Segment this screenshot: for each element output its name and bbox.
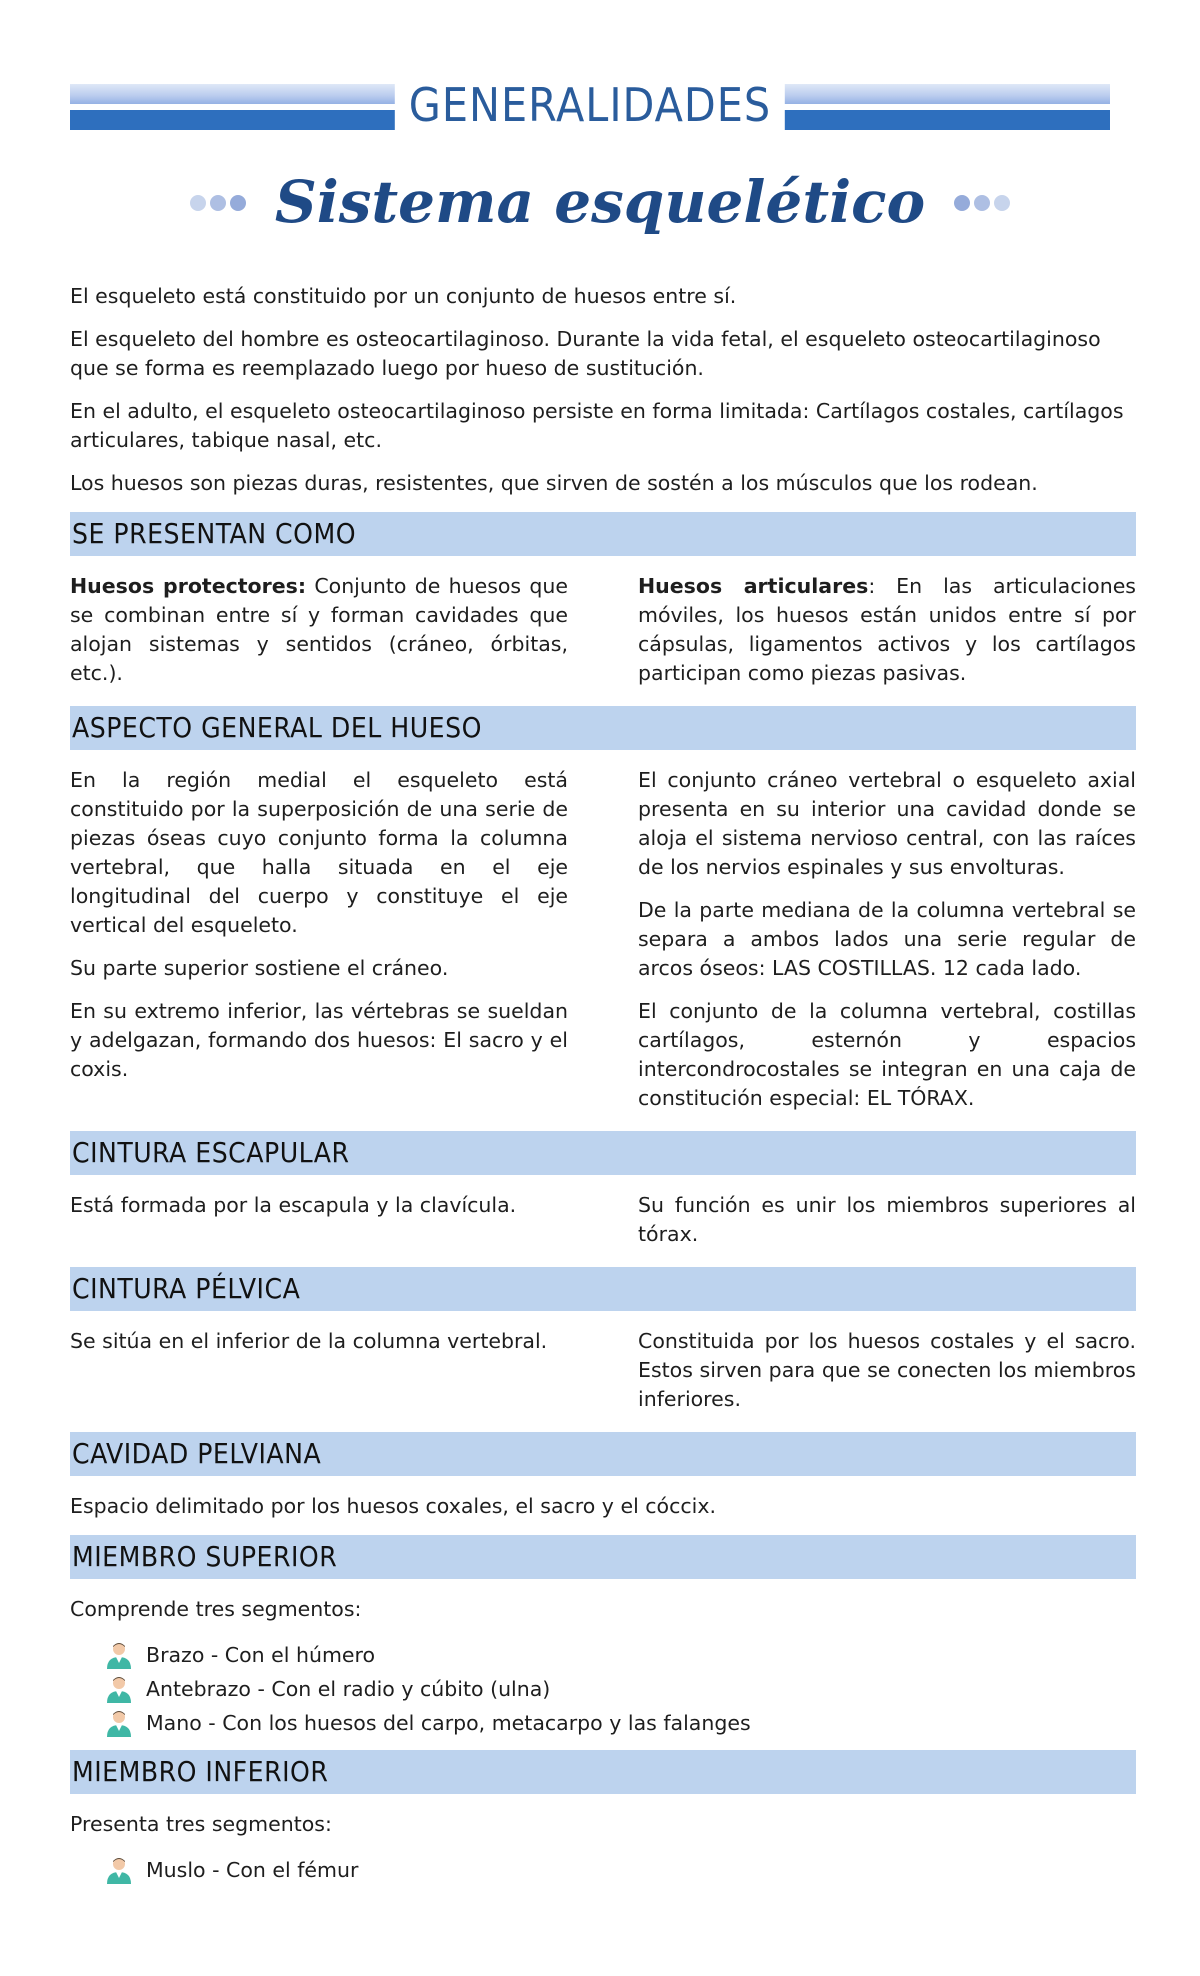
intro-paragraph: El esqueleto del hombre es osteocartilaginoso. Durante la vida fetal, el esqueleto osteocartilaginoso que se forma es reemplazado luego por hueso de sustitución.: [70, 327, 1101, 380]
doctor-icon: [104, 1856, 134, 1884]
intro-paragraph: Los huesos son piezas duras, resistentes, que sirven de sostén a los músculos que los rodean.: [70, 471, 1038, 495]
segment-list: [104, 1638, 1136, 1740]
main-content: [70, 282, 1136, 1897]
paragraph: [638, 572, 1136, 688]
column-right: [638, 572, 1136, 702]
paragraph: Está formada por la escapula y la clavícula.: [70, 1193, 517, 1217]
list-item: [104, 1672, 1136, 1706]
list-item-label: Brazo - Con el húmero: [146, 1643, 376, 1667]
paragraph: Su parte superior sostiene el cráneo.: [70, 956, 449, 980]
section-heading: CINTURA PÉLVICA: [70, 1267, 1136, 1311]
doctor-icon: [104, 1641, 134, 1669]
page-title: Sistema esquelético: [274, 168, 926, 236]
two-column: [70, 766, 1136, 1127]
paragraph: [70, 572, 568, 688]
section-heading: ASPECTO GENERAL DEL HUESO: [70, 706, 1136, 750]
list-item-label: Muslo - Con el fémur: [146, 1858, 359, 1882]
two-column: [70, 572, 1136, 702]
two-column: [70, 1327, 1136, 1428]
paragraph: Comprende tres segmentos:: [70, 1597, 362, 1621]
term-definition: Conjunto de huesos que se combinan entre sí y forman cavidades que alojan sistemas y sentidos (cráneo, órbitas, etc.).: [70, 574, 568, 685]
column-right: [638, 1327, 1136, 1428]
column-right: [638, 1191, 1136, 1263]
section-heading: CINTURA ESCAPULAR: [70, 1131, 1136, 1175]
two-column: [70, 1191, 1136, 1263]
bold-term: Huesos articulares: [638, 574, 869, 598]
column-left: [70, 1191, 568, 1263]
bold-term: Huesos protectores:: [70, 574, 307, 598]
paragraph: Constituida por los huesos costales y el sacro. Estos sirven para que se conecten los miembros inferiores.: [638, 1329, 1136, 1411]
segment-list: [104, 1853, 1136, 1887]
paragraph: En su extremo inferior, las vértebras se sueldan y adelgazan, formando dos huesos: El sacro y el coxis.: [70, 999, 568, 1081]
list-item-label: Antebrazo - Con el radio y cúbito (ulna): [146, 1677, 551, 1701]
column-left: [70, 766, 568, 1127]
paragraph: De la parte mediana de la columna vertebral se separa a ambos lados una serie regular de arcos óseos: LAS COSTILLAS. 12 cada lado.: [638, 898, 1136, 980]
column-left: [70, 572, 568, 702]
list-item: [104, 1638, 1136, 1672]
section-heading: MIEMBRO INFERIOR: [70, 1750, 1136, 1794]
column-right: [638, 766, 1136, 1127]
list-item: [104, 1706, 1136, 1740]
paragraph: Espacio delimitado por los huesos coxales, el sacro y el cóccix.: [70, 1494, 716, 1518]
doctor-icon: [104, 1675, 134, 1703]
term-definition: : En las articulaciones móviles, los huesos están unidos entre sí por cápsulas, ligamentos activos y los cartílagos participan como piezas pasivas.: [638, 574, 1136, 685]
header-banner: [70, 78, 1110, 132]
section-heading: CAVIDAD PELVIANA: [70, 1432, 1136, 1476]
paragraph: En la región medial el esqueleto está constituido por la superposición de una serie de piezas óseas cuyo conjunto forma la columna vertebral, que halla situada en el eje longitudinal del cuerpo y constituye el eje vertical del esqueleto.: [70, 768, 568, 937]
decorative-dots-left: [188, 193, 248, 212]
banner-label: GENERALIDADES: [395, 70, 785, 140]
section-heading: MIEMBRO SUPERIOR: [70, 1535, 1136, 1579]
section-heading: SE PRESENTAN COMO: [70, 512, 1136, 556]
paragraph: Presenta tres segmentos:: [70, 1812, 332, 1836]
paragraph: El conjunto cráneo vertebral o esqueleto axial presenta en su interior una cavidad donde se aloja el sistema nervioso central, con las raíces de los nervios espinales y sus envolturas.: [638, 768, 1136, 879]
intro-paragraph: El esqueleto está constituido por un conjunto de huesos entre sí.: [70, 284, 737, 308]
paragraph: Su función es unir los miembros superiores al tórax.: [638, 1193, 1136, 1246]
paragraph: El conjunto de la columna vertebral, costillas cartílagos, esternón y espacios intercondrocostales se integran en una caja de constitución especial: EL TÓRAX.: [638, 999, 1136, 1110]
doctor-icon: [104, 1709, 134, 1737]
column-left: [70, 1327, 568, 1428]
decorative-dots-right: [952, 193, 1012, 212]
intro-paragraph: En el adulto, el esqueleto osteocartilaginoso persiste en forma limitada: Cartílagos costales, cartílagos articulares, tabique nasal, etc.: [70, 399, 1124, 452]
page-title-row: [0, 168, 1200, 236]
list-item-label: Mano - Con los huesos del carpo, metacarpo y las falanges: [146, 1711, 751, 1735]
paragraph: Se sitúa en el inferior de la columna vertebral.: [70, 1329, 548, 1353]
list-item: [104, 1853, 1136, 1887]
